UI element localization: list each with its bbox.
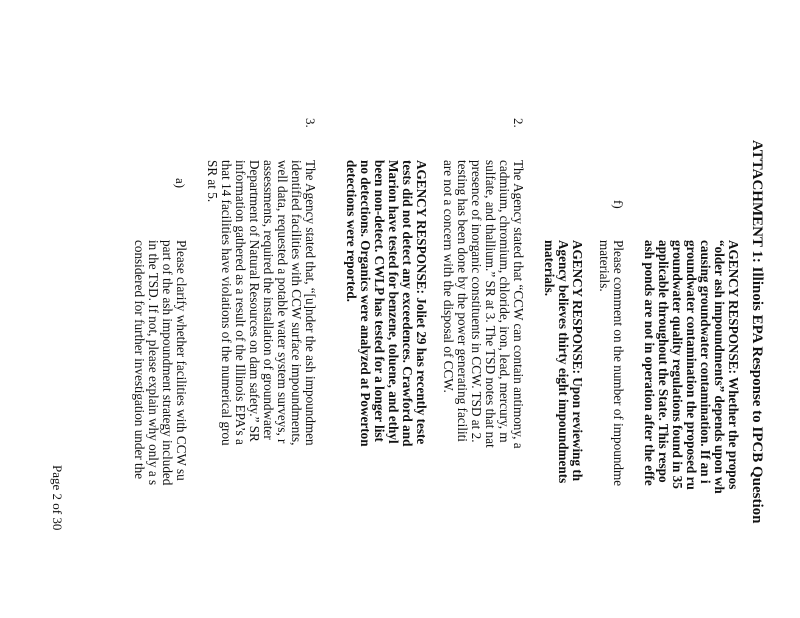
page-title: ATTACHMENT 1: Illinois EPA Response to IPCB Question xyxy=(749,140,765,524)
item-e-line: groundwater quality regulations found in 35 xyxy=(670,240,685,489)
item-2-question-line: testing has been done by the power generating faciliti xyxy=(455,160,470,442)
item-3-line: information gathered as a result of the Illinois EPA’s a xyxy=(233,160,248,445)
item-2-response-line: AGENCY RESPONSE: Joliet 29 has recently teste xyxy=(414,160,429,445)
item-3-line: identified facilities with CCW surface impoundments, xyxy=(289,160,304,446)
item-3-line: The Agency stated that, “[u]nder the ash impoundmen xyxy=(303,160,318,446)
item-2-number: 2. xyxy=(511,118,526,128)
item-e-line: causing groundwater contamination. If an i xyxy=(698,240,713,484)
item-2-response-line: been non-detect. CWLP has tested for a longer list xyxy=(372,160,387,442)
item-3a-line: Please clarify whether facilities with CCW su xyxy=(174,240,189,481)
item-2-question-line: The Agency stated that “CCW can contain antimony, a xyxy=(511,160,526,449)
item-3-line: assessments, required the installation of groundwater xyxy=(261,160,276,440)
item-3a-line: considered for further investigation under the xyxy=(132,240,147,480)
item-3-line: that 14 facilities have violations of the numerical grou xyxy=(219,160,234,446)
item-2-question-line: sulfate, and thallium.” SR at 3. The TSD notes that nat xyxy=(483,160,498,448)
item-f-label: f) xyxy=(611,200,626,209)
item-e-line: AGENCY RESPONSE: Whether the propos xyxy=(726,240,741,490)
item-f-response-line: materials. xyxy=(542,240,557,297)
item-3-number: 3. xyxy=(303,118,318,128)
item-e-line: “older ash impoundments” depends upon wh xyxy=(712,240,727,494)
item-2-response-line: no detections. Organics were analyzed at Powerton xyxy=(358,160,373,447)
item-f-question-line: Please comment on the number of impoundme xyxy=(611,240,626,487)
item-2-response-line: tests did not detect any exceedences. Crawford and xyxy=(400,160,415,447)
item-2-question-line: cadmium, chromium, chloride, iron, lead, mercury, m xyxy=(497,160,512,443)
item-3a-label: a) xyxy=(173,178,188,189)
item-f-response-line: Agency believes thirty eight impoundments xyxy=(556,240,571,484)
page-number: Page 2 of 30 xyxy=(50,465,65,531)
item-3-line: well data, requested a potable water system surveys, r xyxy=(275,160,290,444)
item-3-line: SR at 5. xyxy=(205,160,220,203)
item-e-line: applicable throughout the State. This respo xyxy=(656,240,671,483)
item-2-response-line: Marion have tested for benzene, toluene, and ethyl xyxy=(386,160,401,444)
item-3a-line: part of the ash impoundment strategy included xyxy=(160,240,175,486)
item-f-question-line: materials. xyxy=(597,240,612,292)
item-e-line: groundwater contamination the proposed ru xyxy=(684,240,699,490)
item-e-line: ash ponds are not in operation after the effe xyxy=(642,240,657,486)
item-3a-line: in the TSD. If not, please explain why only a s xyxy=(146,240,161,486)
item-2-response-line: detections were reported. xyxy=(344,160,359,302)
item-f-response-line: AGENCY RESPONSE: Upon reviewing th xyxy=(570,240,585,482)
item-3-line: Department of Natural Resources on dam safety.” SR xyxy=(247,160,262,442)
item-2-question-line: are not a concern with the disposal of CCW. xyxy=(441,160,456,393)
item-2-question-line: presence of inorganic constituents in CCW. TSD at 2. xyxy=(469,160,484,443)
